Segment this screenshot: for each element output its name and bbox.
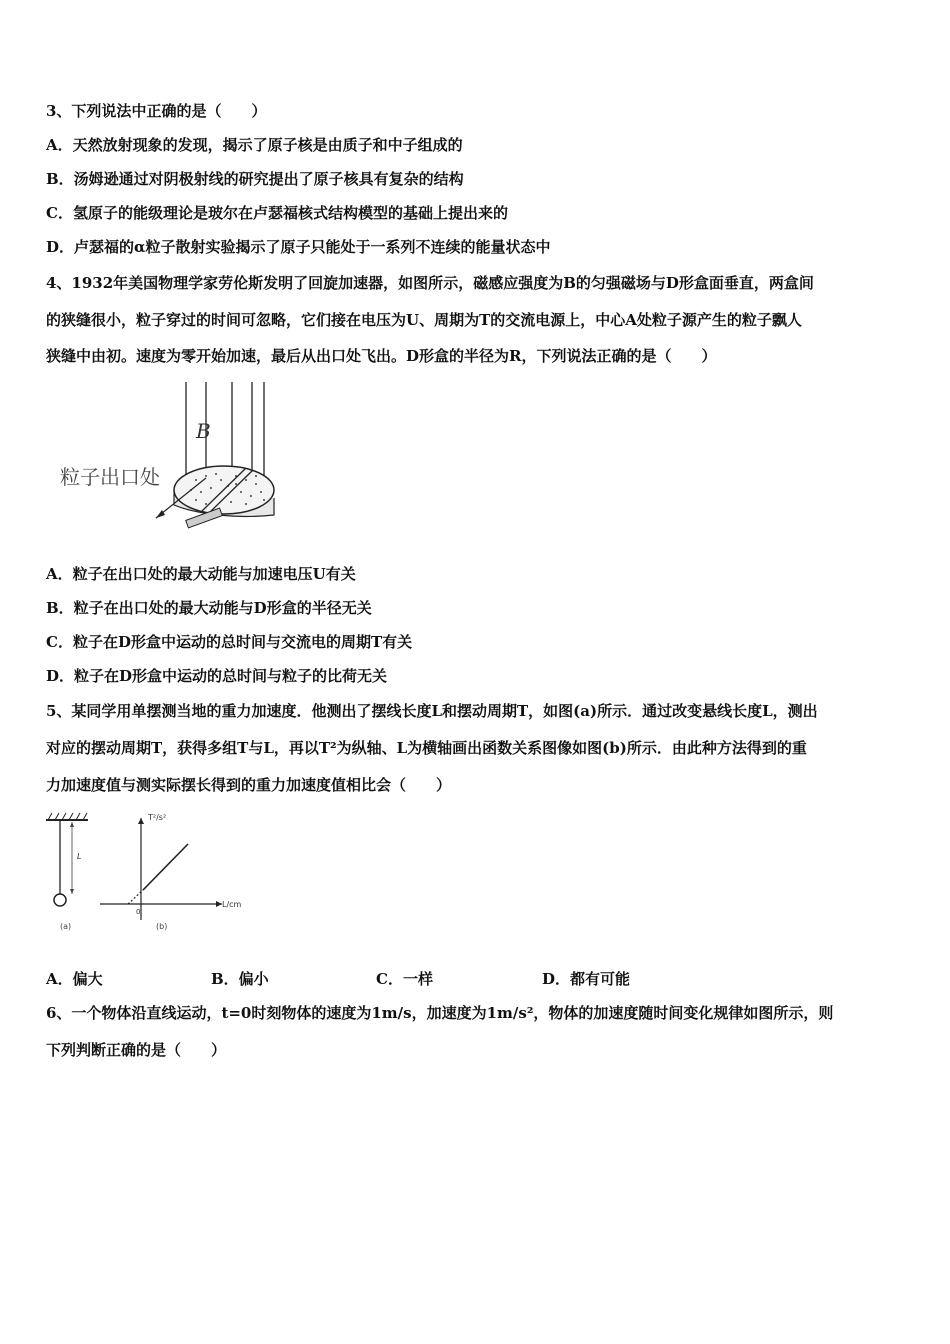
- exit-label: 粒子出口处: [60, 465, 160, 489]
- y-axis-label: T²/s²: [148, 813, 167, 822]
- q4-stem-line2: 的狭缝很小，粒子穿过的时间可忽略，它们接在电压为U、周期为T的交流电源上，中心A处粒子源产生的粒子飘人: [46, 311, 802, 329]
- pendulum-length-label: L: [77, 852, 82, 861]
- caption-b: (b): [156, 922, 168, 931]
- q5-stem-line3: 力加速度值与测实际摆长得到的重力加速度值相比会（ ）: [46, 776, 452, 794]
- q3-option-a: A．天然放射现象的发现，揭示了原子核是由质子和中子组成的: [46, 136, 463, 154]
- q5-stem-line2: 对应的摆动周期T，获得多组T与L，再以T²为纵轴、L为横轴画出函数关系图像如图(b)所示．由此种方法得到的重: [46, 739, 807, 757]
- q4-stem-line3: 狭缝中由初。速度为零开始加速，最后从出口处飞出。D形盒的半径为R，下列说法正确的是（ ）: [46, 347, 717, 365]
- q4-stem-line1: 4、1932年美国物理学家劳伦斯发明了回旋加速器，如图所示，磁感应强度为B的匀强磁场与D形盒面垂直，两盒间: [46, 274, 814, 292]
- origin-label: 0: [136, 908, 141, 916]
- q3-option-d: D．卢瑟福的α粒子散射实验揭示了原子只能处于一系列不连续的能量状态中: [46, 238, 551, 256]
- q5-option-a: A．偏大: [46, 970, 103, 988]
- q4-option-c: C．粒子在D形盒中运动的总时间与交流电的周期T有关: [46, 633, 413, 651]
- q3-option-b: B．汤姆逊通过对阴极射线的研究提出了原子核具有复杂的结构: [46, 170, 464, 188]
- q4-option-b: B．粒子在出口处的最大动能与D形盒的半径无关: [46, 599, 372, 617]
- q6-stem-line1: 6、一个物体沿直线运动，t=0时刻物体的速度为1m/s，加速度为1m/s²，物体的加速度随时间变化规律如图所示，则: [46, 1004, 834, 1022]
- q5-option-b: B．偏小: [211, 970, 269, 988]
- q5-option-c: C．一样: [376, 970, 433, 988]
- q5-option-d: D．都有可能: [542, 970, 631, 988]
- q3-stem: 3、下列说法中正确的是（ ）: [46, 102, 267, 120]
- cyclotron-figure: [56, 380, 286, 540]
- q4-option-a: A．粒子在出口处的最大动能与加速电压U有关: [46, 565, 356, 583]
- q3-option-c: C．氢原子的能级理论是玻尔在卢瑟福核式结构模型的基础上提出来的: [46, 204, 508, 222]
- field-label: B: [196, 419, 211, 443]
- ceiling-hatch: [48, 813, 87, 820]
- q6-stem-line2: 下列判断正确的是（ ）: [46, 1041, 227, 1059]
- pendulum-figure: [42, 808, 252, 938]
- caption-a: (a): [60, 922, 72, 931]
- q4-option-d: D．粒子在D形盒中运动的总时间与粒子的比荷无关: [46, 667, 388, 685]
- x-axis-label: L/cm: [222, 900, 242, 909]
- q5-stem-line1: 5、某同学用单摆测当地的重力加速度．他测出了摆线长度L和摆动周期T，如图(a)所示．通过改变悬线长度L，测出: [46, 702, 818, 720]
- pendulum-bob: [54, 894, 66, 906]
- data-line: [143, 844, 188, 890]
